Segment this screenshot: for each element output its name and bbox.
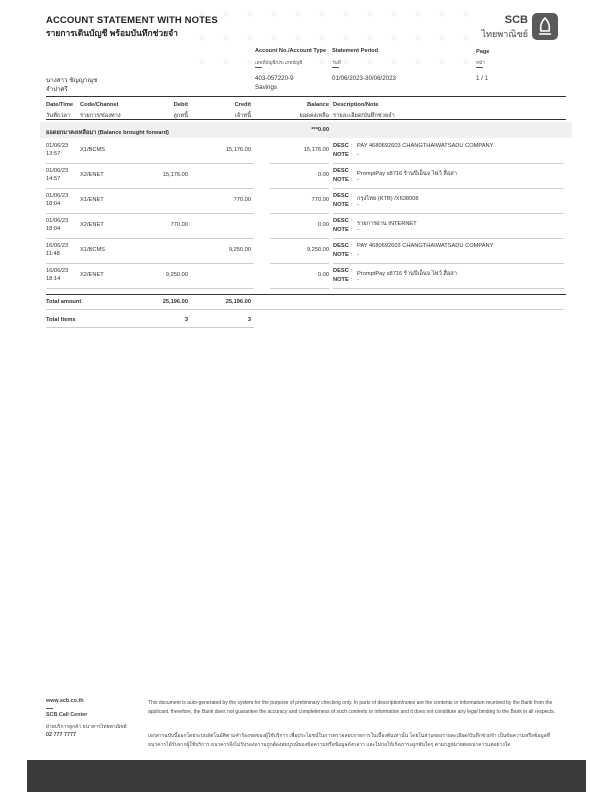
row-balance: 15,176.00 [303,147,329,153]
scb-logo [474,13,560,43]
row-divider [46,238,254,239]
row-desc-label: DESC [333,243,349,249]
call-center-phone: 02 777 7777 [46,732,76,738]
column-header-credit-thai: เจ้าหนี้ [234,113,251,119]
row-divider [333,213,564,214]
row-credit: 770.00 [233,197,251,203]
balance-forward-value: ***0.00 [311,127,329,133]
row-date: 01/06/23 [46,218,69,224]
total-debit-items: 3 [184,317,188,323]
row-balance: 0.00 [317,172,329,178]
row-note-label: NOTE [333,252,349,258]
account-holder-name-line2: จำปาศรี [46,86,68,93]
row-divider [46,288,254,289]
footer-bar [27,760,586,792]
total-debit: 25,196.00 [162,299,188,305]
row-balance: 770.00 [311,197,329,203]
row-description: PAY 4680692603 CHANGTHAIWATSADU COMPANY [357,143,494,149]
row-divider [270,163,329,164]
row-divider [46,263,254,264]
row-note-label: NOTE [333,177,349,183]
row-balance: 0.00 [317,272,329,278]
document-title: ACCOUNT STATEMENT WITH NOTES [46,15,218,26]
column-header-credit: Credit [234,102,251,108]
column-header-date: Date/Time [46,102,74,108]
column-header-description-thai: รายละเอียด/บันทึกช่วยจำ [333,113,395,119]
divider [332,67,339,68]
account-number-label: Account No./Account Type [255,48,327,54]
row-description: PromptPay x8716 ร้านปีเอ็นจ ไฟว์ สื่อสา [357,271,457,277]
header-bottom-rule [46,119,566,120]
call-center-label: SCB Call Center [46,712,88,718]
row-divider [270,213,329,214]
row-time: 11:48 [46,251,60,257]
row-code: X1/BCMS [80,147,105,153]
row-desc-label: DESC [333,268,349,274]
page-label: Page [476,49,490,55]
disclaimer-thai: เอกสารฉบับนี้ออกโดยระบบอัตโนมัติตามคำร้องขอของผู้ใช้บริการ เพื่อประโยชน์ในการตรวจสอบรายการในเบื้องต้นเท่านั้น โดยในส่วนของรายละเอียด/บันทึกช่วยจำ เป็นข้อความหรือข้อมูลที่ธนาคารได้รับจากผู้ใช้บริการ ธนาคารจึงไม่รับรองความถูกต้องสมบูรณ์ของข้อความหรือข้อมูลดังกล่าว และไม่ก่อให้เกิดภาระผูกพันใดๆ ตามกฎหมายต่อธนาคารแต่อย่างใด [148,733,551,748]
row-note: - [357,227,359,233]
document-title-thai: รายการเดินบัญชี พร้อมบันทึกช่วยจำ [46,28,178,38]
divider [46,708,53,709]
disclaimer-english: This document is auto-generated by the system for the purpose of preliminary checking only. In parts of description/notes are the contents or information received by the Bank from the applicant, therefore, the Bank does not guarantee the accuracy and completeness of such contents or information and it does not constitute any legal binding to the Bank in all respects. [148,700,556,715]
row-code: X1/ENET [80,197,104,203]
column-header-balance-thai: ยอดคงเหลือ [299,113,329,119]
row-date: 16/06/23 [46,243,69,249]
statement-period: 01/06/2023-30/06/2023 [332,75,396,82]
row-balance: 9,250.00 [306,247,329,253]
row-date: 01/06/23 [46,143,69,149]
logo-text: SCB [504,14,528,26]
row-note: - [357,202,359,208]
row-note-label: NOTE [333,227,349,233]
row-time: 14:57 [46,176,61,182]
table-top-rule [46,96,566,97]
column-header-code: Code/Channel [80,102,119,108]
row-desc-label: DESC [333,218,349,224]
statement-period-label-thai: วันที่ [332,60,341,65]
row-desc-label: DESC [333,193,349,199]
page-label-thai: หน้า [476,60,485,65]
totals-top-rule [46,294,566,295]
column-header-description: Description/Note [333,102,379,108]
website-link[interactable]: www.scb.co.th [46,698,84,704]
divider [46,327,254,328]
statement-period-label: Statement Period [332,48,379,54]
total-credit-items: 3 [247,317,251,323]
row-note-label: NOTE [333,277,349,283]
scb-emblem-icon [532,13,558,40]
row-divider [270,238,329,239]
row-code: X2/ENET [80,222,104,228]
row-credit: 15,176.00 [225,147,251,153]
row-divider [333,238,564,239]
row-debit: 770.00 [170,222,188,228]
column-header-debit: Debit [173,102,188,108]
row-description: PAY 4680692603 CHANGTHAIWATSADU COMPANY [357,243,494,249]
row-description: PromptPay x8716 ร้านปีเอ็นจ ไฟว์ สื่อสา [357,171,457,177]
row-date: 01/06/23 [46,193,69,199]
row-desc-label: DESC [333,143,349,149]
row-description: กรุงไทย (KTB) /X638008 [357,196,419,202]
row-code: X2/ENET [80,172,104,178]
row-balance: 0.00 [317,222,329,228]
divider [476,67,483,68]
row-note-colon: : [351,152,353,158]
row-divider [333,188,564,189]
total-credit: 25,196.00 [225,299,251,305]
row-desc-label: DESC [333,168,349,174]
row-desc-colon: : [351,193,353,199]
column-header-balance: Balance [307,102,329,108]
row-desc-colon: : [351,143,353,149]
row-divider [46,188,254,189]
row-divider [270,263,329,264]
row-desc-colon: : [351,168,353,174]
row-divider [270,188,329,189]
row-time: 18:04 [46,226,61,232]
row-note-colon: : [351,227,353,233]
row-note-colon: : [351,277,353,283]
account-holder-name: นางสาว ชัญญาณุช [46,77,98,84]
row-note-colon: : [351,252,353,258]
divider [46,309,564,310]
logo-text-thai: ไทยพาณิชย์ [481,29,528,39]
row-divider [333,263,564,264]
row-date: 16/06/23 [46,268,69,274]
row-note-colon: : [351,177,353,183]
row-divider [270,288,329,289]
total-items-label: Total Items [46,317,76,323]
balance-forward-label: ยอดยกมาคงเหลือมา (Balance brought forward) [46,130,169,136]
row-divider [333,163,564,164]
call-center-label-thai: ฝ่ายบริการลูกค้า ธนาคารไทยพาณิชย์ [46,724,127,730]
row-debit: 15,176.00 [162,172,188,178]
row-credit: 9,250.00 [228,247,251,253]
row-desc-colon: : [351,243,353,249]
row-note-label: NOTE [333,202,349,208]
row-date: 01/06/23 [46,168,69,174]
column-header-debit-thai: ลูกหนี้ [173,113,188,119]
account-number: 403-057220-9 [255,75,294,82]
total-amount-label: Total amount [46,299,82,305]
row-divider [46,163,254,164]
column-header-code-thai: รายการ/ช่องทาง [80,113,121,119]
row-note-label: NOTE [333,152,349,158]
row-code: X1/BCMS [80,247,105,253]
divider [255,67,262,68]
row-note: - [357,277,359,283]
row-divider [333,288,564,289]
row-note: - [357,177,359,183]
row-time: 13:57 [46,151,61,157]
row-time: 18:14 [46,276,61,282]
account-type: Savings [255,84,278,91]
account-number-label-thai: เลขที่บัญชี/ประเภทบัญชี [255,60,303,65]
row-divider [46,213,254,214]
row-desc-colon: : [351,268,353,274]
row-note: - [357,252,359,258]
row-description: รายการผ่าน INTERNET [357,221,417,227]
row-note: - [357,152,359,158]
row-time: 18:04 [46,201,61,207]
page-number: 1 / 1 [476,75,489,82]
row-debit: 9,250.00 [165,272,188,278]
row-note-colon: : [351,202,353,208]
header-watermark-pattern [190,2,480,64]
row-desc-colon: : [351,218,353,224]
column-header-date-thai: วันที่/เวลา [46,113,71,119]
row-code: X2/ENET [80,272,104,278]
